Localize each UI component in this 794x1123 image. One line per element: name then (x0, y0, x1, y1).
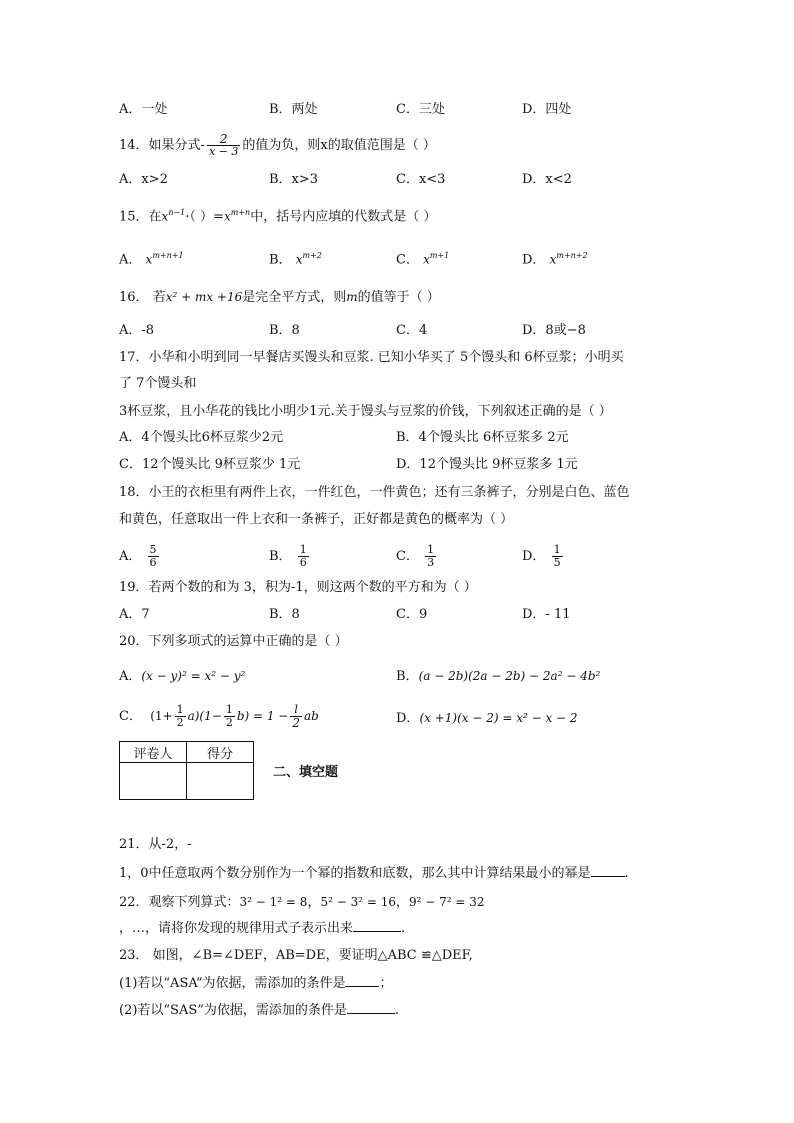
q17-line-2: 了 7个馒头和 (119, 376, 197, 391)
q20-c-frac1-den: 2 (176, 716, 184, 729)
q22-expr-1: 3² − 1² = 8 (239, 895, 308, 909)
q15-label-c: C． (396, 252, 419, 268)
q15-expr1: x (161, 209, 169, 224)
q16-text-mid: 是完全平方式，则 (242, 290, 347, 305)
q18-frac-d (552, 544, 563, 569)
q23-part2-text: (2)若以“SAS”为依据，需添加的条件是 (119, 1003, 347, 1018)
q18-option-a (119, 544, 161, 569)
q18-label-c: C． (396, 549, 419, 564)
q20-expr-d: (x +1)(x − 2) = x² − x − 2 (419, 711, 578, 725)
q20-label-c: C． (119, 709, 142, 724)
q19-option-a: A．7 (119, 607, 150, 622)
q15-option-c (396, 247, 449, 269)
score-table-grader-header: 评卷人 (120, 742, 187, 763)
q15-label-d: D． (522, 252, 546, 268)
score-table (119, 741, 254, 800)
q20-option-b (396, 667, 600, 686)
q20-option-c (119, 704, 319, 729)
q23-part1-blank[interactable] (345, 974, 379, 987)
q18-option-b (269, 544, 311, 569)
q15-label-a: A． (119, 252, 142, 268)
q18-label-d: D． (522, 549, 546, 564)
q15-exp-d: m+n+2 (556, 251, 588, 260)
q17-option-c: C．12个馒头比 9杯豆浆少 1元 (119, 457, 301, 472)
q15-base-c: x (423, 252, 430, 267)
q20-c-frac3-den: 2 (292, 716, 301, 730)
q19-stem: 19．若两个数的和为 3，积为-1，则这两个数的平方和为（ ） (119, 580, 477, 595)
q15-base-b: x (295, 252, 303, 267)
q22-text: ，…，请将你发现的规律用式子表示出来 (119, 921, 354, 936)
q16-expr: x² + mx +16 (165, 290, 243, 304)
q22-text-pre: 22．观察下列算式： (119, 895, 240, 910)
q23-line-2 (119, 974, 393, 993)
q15-text-pre: 15．在 (119, 209, 162, 225)
q13-option-a: A．一处 (119, 102, 168, 117)
q14-option-d: D．x<2 (522, 172, 572, 187)
q19-option-b: B．8 (269, 607, 300, 622)
q15-text-post: 中，括号内应填的代数式是（ ） (250, 209, 437, 225)
q20-c-frac1-num: 1 (176, 703, 184, 716)
q15-option-a (119, 247, 184, 269)
q15-exp-c: m+1 (429, 251, 450, 260)
q21-end: . (624, 866, 629, 881)
q20-c-frac2-den: 2 (225, 716, 233, 729)
q23-line-1: 23． 如图，∠B=∠DEF，AB=DE，要证明△ABC ≌△DEF, (119, 948, 473, 963)
q15-option-d (522, 247, 588, 269)
q23-line-3 (119, 1001, 399, 1020)
q22-line-2 (119, 919, 405, 938)
q17-line-1: 17．小华和小明到同一早餐店买馒头和豆浆. 已知小华买了 5个馒头和 6杯豆浆；小明买 (119, 350, 624, 365)
q18-den-d: 5 (553, 556, 561, 569)
q15-expr2: x (223, 209, 231, 224)
q14-option-a: A．x>2 (119, 172, 168, 187)
q17-option-d: D．12个馒头比 9杯豆浆多 1元 (396, 457, 578, 472)
q22-sep-1: ， (307, 895, 321, 910)
q18-frac-a (148, 544, 159, 569)
q18-num-c: 1 (427, 543, 435, 556)
q18-option-c (396, 544, 438, 569)
q18-frac-b (298, 544, 309, 569)
q14-option-b: B．x>3 (269, 172, 319, 187)
q14-text-post: 的值为负，则x的取值范围是（ ） (242, 138, 436, 153)
q14-fraction (207, 133, 240, 158)
q18-den-c: 3 (427, 556, 435, 569)
q20-c-post: ab (304, 709, 319, 723)
q23-part2-blank[interactable] (347, 1001, 395, 1014)
q17-line-3: 3杯豆浆，且小华花的钱比小明少1元.关于馒头与豆浆的价钱，下列叙述正确的是（ ） (119, 404, 612, 419)
q14-text-pre: 14．如果分式- (119, 138, 205, 153)
q16-option-a: A．-8 (119, 323, 155, 338)
q18-den-b: 6 (299, 556, 307, 569)
score-table-grader-cell (120, 763, 187, 800)
q14-stem (119, 133, 436, 158)
q15-exp2: m+n (230, 208, 251, 217)
q13-option-b: B．两处 (269, 102, 318, 117)
score-table-score-cell (187, 763, 254, 800)
q20-c-frac2-num: 1 (225, 703, 233, 716)
q22-answer-blank[interactable] (353, 919, 401, 932)
q20-stem: 20．下列多项式的运算中正确的是（ ） (119, 634, 348, 649)
q22-end: . (401, 921, 406, 936)
q19-option-c: C．9 (396, 607, 428, 622)
q20-label-b: B． (396, 669, 419, 684)
q23-part1-end: ； (379, 976, 393, 991)
q21-line-2 (119, 864, 629, 883)
q21-line-1: 21．从-2，- (119, 837, 192, 852)
q20-c-mid1: a)(1− (187, 709, 222, 723)
q20-label-a: A． (119, 669, 142, 684)
q18-den-a: 6 (149, 556, 157, 569)
q18-num-a: 5 (149, 543, 157, 556)
q15-label-b: B． (269, 252, 292, 268)
q15-option-b (269, 247, 322, 269)
q18-line-2: 和黄色，任意取出一件上衣和一条裤子，正好都是黄色的概率为（ ） (119, 512, 514, 527)
q20-option-a (119, 667, 245, 686)
q20-c-pre: (1+ (150, 709, 173, 723)
q17-option-b: B．4个馒头比 6杯豆浆多 2元 (396, 430, 569, 445)
q22-expr-2: 5² − 3² = 16 (320, 895, 396, 909)
q13-option-d: D．四处 (522, 102, 572, 117)
q15-base-a: x (145, 252, 153, 267)
q20-c-frac3 (290, 704, 302, 729)
q16-text-pre: 16． 若 (119, 290, 166, 305)
q20-c-mid2: b) = 1 − (236, 709, 289, 723)
q23-part1-text: (1)若以“ASA”为依据，需添加的条件是 (119, 976, 346, 991)
q15-base-d: x (549, 252, 557, 267)
q16-option-d: D．8或−8 (522, 323, 586, 338)
q18-label-a: A． (119, 549, 142, 564)
q18-frac-c (425, 544, 436, 569)
q18-num-d: 1 (553, 543, 561, 556)
q16-option-c: C．4 (396, 323, 428, 338)
q21-text: 1，0中任意取两个数分别作为一个幂的指数和底数，那么其中计算结果最小的幂是 (119, 866, 591, 881)
score-table-score-header: 得分 (187, 742, 254, 763)
q16-option-b: B．8 (269, 323, 300, 338)
q20-c-frac1 (175, 704, 186, 729)
q18-num-b: 1 (299, 543, 307, 556)
q14-frac-num: 2 (207, 133, 240, 146)
q18-option-d (522, 544, 565, 569)
q16-text-post: 的值等于（ ） (357, 290, 440, 305)
q16-stem (119, 288, 440, 307)
q18-label-b: B． (269, 549, 292, 564)
q14-frac-den: x − 3 (208, 145, 239, 158)
q16-var: m (346, 290, 358, 304)
q22-sep-2: ， (396, 895, 410, 910)
q23-part2-end: . (394, 1003, 400, 1018)
q15-stem (119, 204, 436, 226)
q20-c-frac3-num: l (290, 704, 302, 717)
q15-exp-a: m+n+1 (152, 251, 184, 260)
q20-expr-b: (a − 2b)(2a − 2b) − 2a² − 4b² (418, 669, 601, 683)
section-heading-fill-in: 二、填空题 (273, 765, 339, 780)
q22-line-1 (119, 893, 485, 912)
q15-exp1: n−1 (168, 208, 186, 217)
q18-line-1: 18．小王的衣柜里有两件上衣，一件红色，一件黄色；还有三条裤子，分别是白色、蓝色 (119, 485, 630, 500)
q15-exp-b: m+2 (302, 251, 322, 260)
q17-option-a: A．4个馒头比6杯豆浆少2元 (119, 430, 284, 445)
q20-option-d (396, 709, 578, 728)
q21-answer-blank[interactable] (591, 864, 625, 877)
q20-c-frac2 (224, 704, 235, 729)
q14-option-c: C．x<3 (396, 172, 446, 187)
q19-option-d: D．- 11 (522, 607, 571, 622)
q20-label-d: D． (396, 711, 420, 726)
q20-expr-a: (x − y)² = x² − y² (141, 669, 246, 683)
q13-option-c: C．三处 (396, 102, 445, 117)
q22-expr-3: 9² − 7² = 32 (409, 895, 485, 909)
q15-text-mid: ·（ ）= (185, 209, 224, 225)
